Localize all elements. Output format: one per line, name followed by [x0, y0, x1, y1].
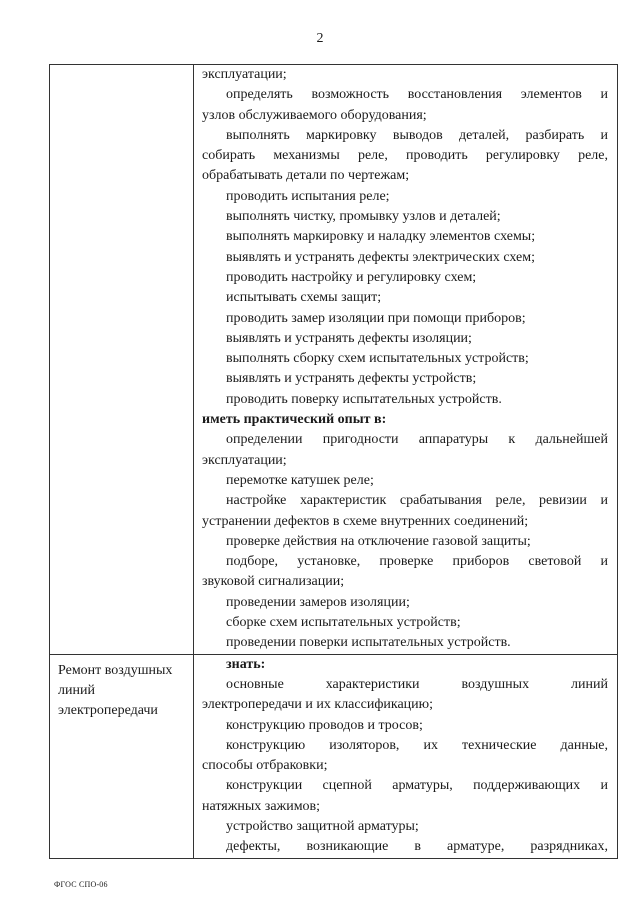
module-name-line: Ремонт воздушных [58, 662, 173, 678]
requirement-line: выполнять чистку, промывку узлов и деталей; [226, 209, 501, 225]
requirement-line: устройство защитной арматуры; [226, 818, 419, 834]
requirement-line: собирать механизмы реле, проводить регулировку реле, [202, 148, 608, 164]
requirement-line: конструкцию изоляторов, их технические данные, [226, 737, 608, 753]
module-name-line: линий [58, 682, 95, 698]
requirement-line: выполнять маркировку и наладку элементов схемы; [226, 229, 536, 245]
section-heading: иметь практический опыт в: [202, 412, 387, 428]
requirement-line: конструкции сцепной арматуры, поддерживающих и [226, 778, 608, 794]
requirement-line: проведении поверки испытательных устройств. [226, 635, 511, 651]
requirements-cell [194, 65, 618, 655]
module-name [50, 65, 193, 71]
requirement-line: способы отбраковки; [202, 758, 328, 774]
module-name-cell [50, 654, 194, 858]
requirement-line: устранении дефектов в схеме внутренних соединений; [202, 513, 529, 529]
table-row [50, 65, 618, 655]
module-name-line: электропередачи [58, 702, 158, 718]
requirement-line: эксплуатации; [202, 67, 287, 82]
requirement-line: определении пригодности аппаратуры к дальнейшей [226, 432, 608, 448]
requirement-line: дефекты, возникающие в арматуре, разрядниках, [226, 839, 608, 855]
requirement-line: выполнять маркировку выводов деталей, разбирать и [226, 127, 608, 143]
requirement-line: эксплуатации; [202, 452, 287, 468]
requirement-line: выполнять сборку схем испытательных устройств; [226, 351, 529, 367]
requirement-line: звуковой сигнализации; [202, 574, 345, 590]
requirement-line: выявлять и устранять дефекты изоляции; [226, 330, 472, 346]
requirements-text [194, 65, 617, 654]
requirement-line: конструкцию проводов и тросов; [226, 717, 423, 733]
requirement-line: проведении замеров изоляции; [226, 594, 410, 610]
requirement-line: основные характеристики воздушных линий [226, 676, 608, 692]
page-number: 2 [316, 31, 324, 46]
module-name [50, 655, 193, 721]
requirements-cell [194, 654, 618, 858]
requirement-line: натяжных зажимов; [202, 798, 321, 814]
module-name-cell [50, 65, 194, 655]
requirement-line: обрабатывать детали по чертежам; [202, 168, 410, 184]
requirement-line: настройке характеристик срабатывания реле, ревизии и [226, 493, 608, 509]
requirement-line: проверке действия на отключение газовой защиты; [226, 533, 531, 549]
requirement-line: испытывать схемы защит; [226, 290, 382, 306]
requirement-line: проводить настройку и регулировку схем; [226, 269, 477, 285]
requirement-line: определять возможность восстановления элементов и [226, 87, 608, 103]
requirement-line: проводить замер изоляции при помощи приборов; [226, 310, 526, 326]
requirement-line: узлов обслуживаемого оборудования; [202, 107, 427, 123]
requirement-line: проводить поверку испытательных устройств. [226, 391, 502, 407]
requirement-line: сборке схем испытательных устройств; [226, 615, 461, 631]
requirements-text [194, 655, 617, 858]
requirement-line: выявлять и устранять дефекты устройств; [226, 371, 477, 387]
requirement-line: проводить испытания реле; [226, 188, 390, 204]
table-row [50, 654, 618, 858]
document-footer: ФГОС СПО-06 [54, 880, 108, 889]
requirement-line: выявлять и устранять дефекты электрических схем; [226, 249, 535, 265]
requirement-line: подборе, установке, проверке приборов световой и [226, 554, 608, 570]
requirement-line: электропередачи и их классификацию; [202, 697, 434, 713]
requirement-line: перемотке катушек реле; [226, 472, 374, 488]
competency-table [49, 64, 618, 859]
section-heading: знать: [226, 656, 266, 672]
